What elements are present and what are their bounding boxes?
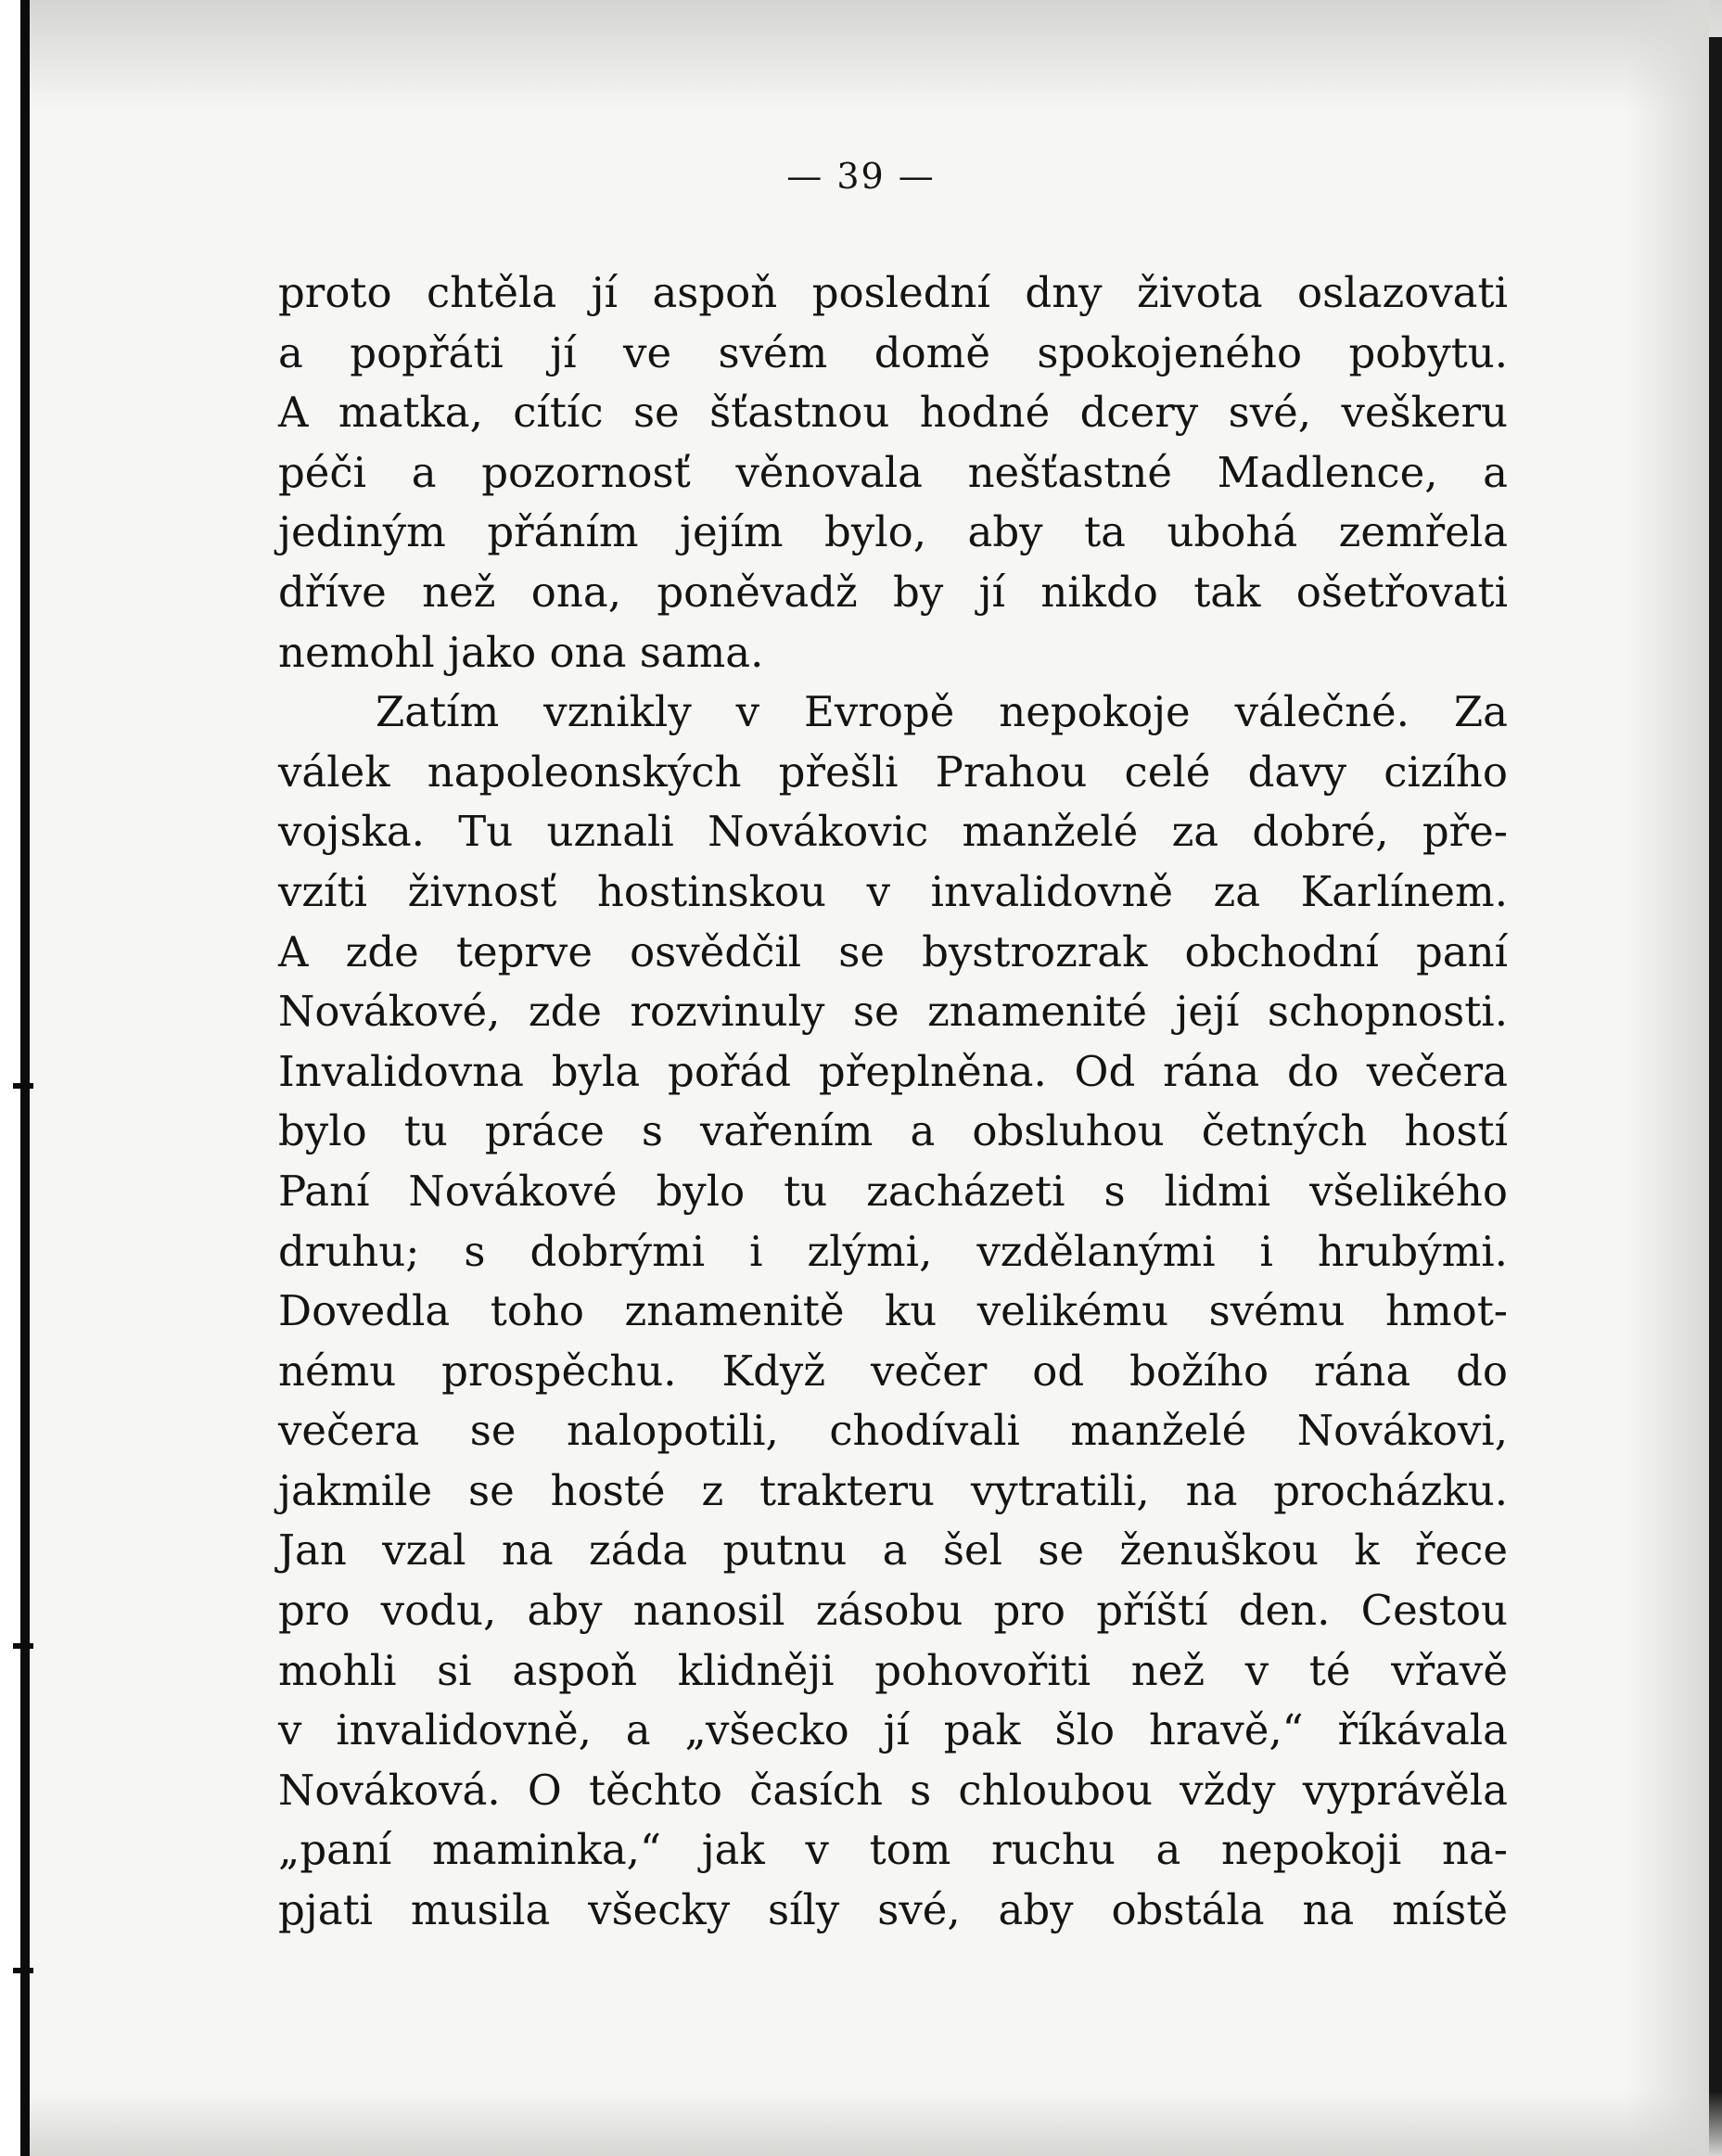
text-line: válek napoleonských přešli Prahou celé davy cizího <box>278 746 1508 797</box>
text-body <box>278 263 1508 1941</box>
text-line: Paní Novákové bylo tu zacházeti s lidmi všelikého <box>278 1166 1508 1216</box>
text-line: v invalidovně, a „všecko jí pak šlo hravě,“ říkávala <box>278 1705 1508 1755</box>
paragraph <box>278 683 1508 1940</box>
text-line: Dovedla toho znamenitě ku velikému svému hmot- <box>278 1286 1508 1336</box>
text-line: pro vodu, aby nanosil zásobu pro příští den. Cestou <box>278 1586 1508 1636</box>
text-line: večera se nalopotili, chodívali manželé Novákovi, <box>278 1406 1508 1456</box>
text-line: jediným přáním jejím bylo, aby ta ubohá zemřela <box>278 507 1508 557</box>
text-line: druhu; s dobrými i zlými, vzdělanými i hrubými. <box>278 1226 1508 1276</box>
scan-right-edge <box>1709 37 1722 2156</box>
text-line: jakmile se hosté z trakteru vytratili, na procházku. <box>278 1465 1508 1515</box>
binding-tick-mark <box>13 1968 33 1973</box>
paragraph <box>278 263 1508 683</box>
text-line: Novákové, zde rozvinuly se znamenité její schopnosti. <box>278 987 1508 1037</box>
text-line: vojska. Tu uznali Novákovic manželé za dobré, pře- <box>278 807 1508 857</box>
binding-tick-mark <box>13 1643 33 1649</box>
text-line: Jan vzal na záda putnu a šel se ženuškou k řece <box>278 1525 1508 1576</box>
text-line: Nováková. O těchto časích s chloubou vždy vyprávěla <box>278 1765 1508 1815</box>
text-line: pjati musila všecky síly své, aby obstála na místě <box>278 1885 1508 1935</box>
text-line: Invalidovna byla pořád přeplněna. Od rána do večera <box>278 1046 1508 1096</box>
text-line: a popřáti jí ve svém domě spokojeného pobytu. <box>278 327 1508 377</box>
page-number: — 39 — <box>786 156 936 197</box>
text-line: vzíti živnosť hostinskou v invalidovně za Karlínem. <box>278 866 1508 916</box>
scan-right-shadow <box>1626 0 1709 2156</box>
scan-binding-edge <box>20 0 30 2156</box>
text-line: A matka, cítíc se šťastnou hodné dcery své, veškeru <box>278 388 1508 438</box>
binding-tick-mark <box>13 1083 33 1089</box>
text-line: dříve než ona, poněvadž by jí nikdo tak ošetřovati <box>278 567 1508 617</box>
text-line: nemohl jako ona sama. <box>278 627 764 677</box>
scan-top-shadow <box>30 0 1722 111</box>
scan-bottom-shadow <box>30 2091 1722 2156</box>
text-line: péči a pozornosť věnovala nešťastné Madlence, a <box>278 447 1508 497</box>
text-line: bylo tu práce s vařením a obsluhou četných hostí <box>278 1106 1508 1156</box>
text-line: mohli si aspoň klidněji pohovořiti než v té vřavě <box>278 1645 1508 1695</box>
text-line: A zde teprve osvědčil se bystrozrak obchodní paní <box>278 926 1508 976</box>
text-line: nému prospěchu. Když večer od božího rána do <box>278 1346 1508 1396</box>
text-line: proto chtěla jí aspoň poslední dny života oslazovati <box>278 268 1508 317</box>
text-line: „paní maminka,“ jak v tom ruchu a nepokoji na- <box>278 1825 1508 1875</box>
text-line: Zatím vznikly v Evropě nepokoje válečné. Za <box>376 687 1508 737</box>
